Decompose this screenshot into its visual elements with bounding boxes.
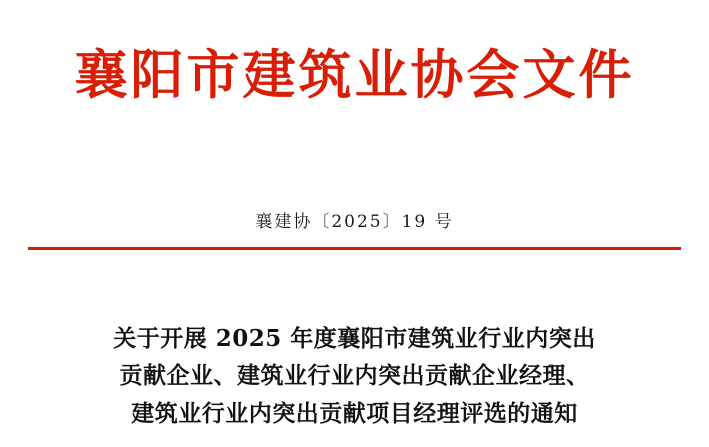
red-divider-rule [28,247,681,250]
document-title [60,320,649,432]
document-number: 襄建协〔2025〕19 号 [255,212,454,232]
title-line: 关于开展 2025 年度襄阳市建筑业行业内突出 [113,325,596,352]
title-line: 贡献企业、建筑业行业内突出贡献企业经理、 [119,362,590,390]
title-line: 建筑业行业内突出贡献项目经理评选的通知 [131,399,578,427]
masthead-title: 襄阳市建筑业协会文件 [74,44,635,106]
